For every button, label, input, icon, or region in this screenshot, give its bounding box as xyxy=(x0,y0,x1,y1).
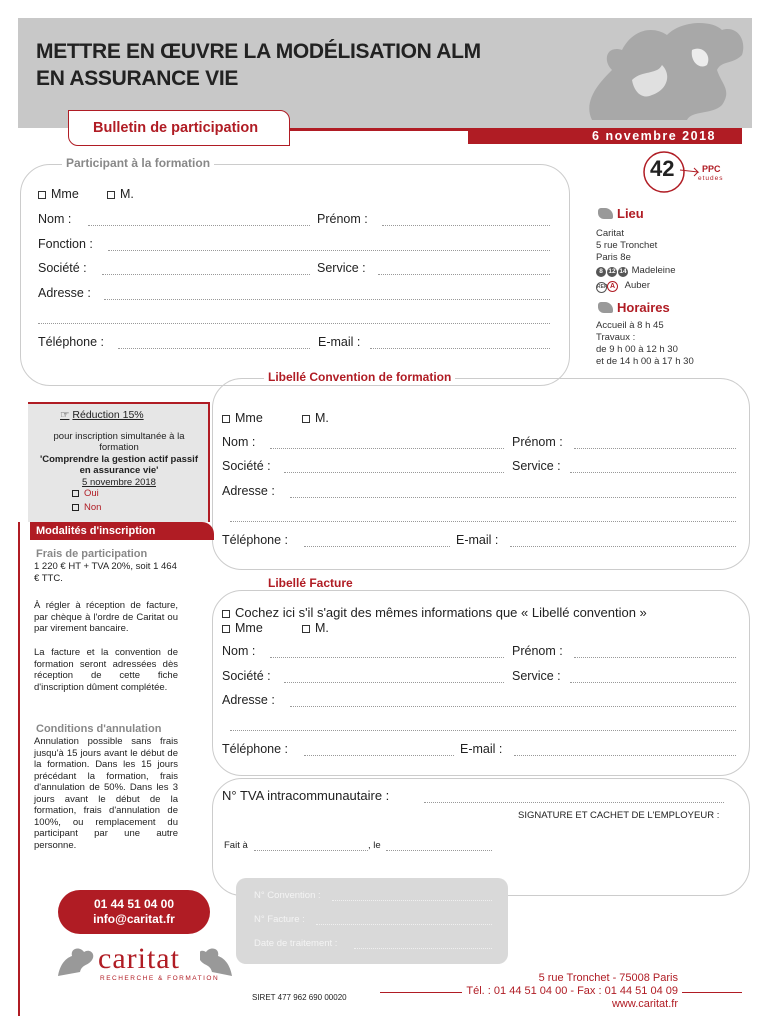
gremlin-logo-icon xyxy=(56,944,96,978)
modalites-title: Modalités d'inscription xyxy=(30,522,214,540)
stamp-convention: N° Convention : xyxy=(254,890,321,901)
convention-m[interactable]: M. xyxy=(302,411,329,425)
footer-web[interactable]: www.caritat.fr xyxy=(611,998,678,1010)
footer-address: 5 rue Tronchet - 75008 Paris xyxy=(538,972,678,984)
participant-telephone-label: Téléphone : xyxy=(38,335,105,349)
footer-line-left xyxy=(380,992,462,993)
participant-fonction-label: Fonction : xyxy=(38,237,93,251)
left-red-line xyxy=(18,522,20,1016)
logo-number: 42 xyxy=(650,156,675,181)
siret: SIRET 477 962 690 00020 xyxy=(252,993,347,1002)
tva-label: N° TVA intracommunautaire : xyxy=(222,788,390,803)
facture-m[interactable]: M. xyxy=(302,621,329,635)
bulletin-box xyxy=(68,110,290,146)
footer-line-right xyxy=(682,992,742,993)
lieu-line-2: 5 rue Tronchet xyxy=(596,240,658,251)
convention-service-field[interactable] xyxy=(570,472,736,473)
reglement-text: À régler à réception de facture, par chèque à l'ordre de Caritat ou par virement bancaire. xyxy=(34,600,178,634)
pointing-hand-icon: ☞ xyxy=(60,409,70,421)
convention-telephone-label: Téléphone : xyxy=(222,533,289,547)
stamp-facture: N° Facture : xyxy=(254,914,305,925)
annulation-title: Conditions d'annulation xyxy=(36,723,162,735)
convention-email-field[interactable] xyxy=(510,546,736,547)
le-label: , le xyxy=(368,840,381,851)
checkbox-icon[interactable] xyxy=(72,490,79,497)
participant-prenom-label: Prénom : xyxy=(317,212,368,226)
fait-a-label: Fait à xyxy=(224,840,248,851)
fait-a-field[interactable] xyxy=(254,850,368,851)
facture-mme[interactable]: Mme xyxy=(222,621,263,635)
checkbox-icon[interactable] xyxy=(302,415,310,423)
convention-societe-field[interactable] xyxy=(284,472,504,473)
gremlin-icon xyxy=(572,20,748,126)
participant-panel xyxy=(20,164,570,386)
participant-fonction-field[interactable] xyxy=(108,250,550,251)
convention-text: La facture et la convention de formation seront adressées dès réception de cette fiche d'inscription dûment complétée. xyxy=(34,647,178,693)
tva-field[interactable] xyxy=(424,802,724,803)
ppc-logo xyxy=(640,150,730,194)
metro-8-icon: 8 xyxy=(596,267,606,277)
horaires-line-1: Accueil à 8 h 45 xyxy=(596,320,664,331)
horaires-line-4: et de 14 h 00 à 17 h 30 xyxy=(596,356,694,367)
convention-adresse-field-2[interactable] xyxy=(230,521,736,522)
bulletin-label: Bulletin de participation xyxy=(93,120,259,136)
reduction-title: ☞ Réduction 15% xyxy=(60,409,144,421)
convention-nom-label: Nom : xyxy=(222,435,256,449)
annulation-text: Annulation possible sans frais jusqu'à 15 jours avant le début de la formation. Dans les 15 jours précédant la formation, frais d'annulation de 50%. Dans les 3 jours avant le début de la formation, frais d'annulation de 100%, ou remplacement du participant par une autre personne. xyxy=(34,736,178,851)
convention-mme[interactable]: Mme xyxy=(222,411,263,425)
rer-a-icon: A xyxy=(607,281,618,292)
logo-ppc: PPC xyxy=(702,164,721,174)
horaires-line-2: Travaux : xyxy=(596,332,636,343)
convention-prenom-label: Prénom : xyxy=(512,435,563,449)
convention-title: Libellé Convention de formation xyxy=(264,370,455,384)
checkbox-icon[interactable] xyxy=(222,610,230,618)
frais-title: Frais de participation xyxy=(36,548,148,560)
stamp-date-line xyxy=(354,948,492,949)
participant-email-field[interactable] xyxy=(370,348,550,349)
participant-telephone-field[interactable] xyxy=(118,348,310,349)
facture-prenom-field[interactable] xyxy=(574,657,736,658)
rer-line xyxy=(596,280,650,293)
convention-service-label: Service : xyxy=(512,459,561,473)
lieu-line-1: Caritat xyxy=(596,228,624,239)
internal-use-box xyxy=(236,878,508,964)
participant-service-field[interactable] xyxy=(378,274,550,275)
checkbox-icon[interactable] xyxy=(107,191,115,199)
brand-tagline: RECHERCHE & FORMATION xyxy=(100,975,220,982)
checkbox-icon[interactable] xyxy=(72,504,79,511)
reduction-non[interactable]: Non xyxy=(72,502,101,513)
contact-email[interactable]: info@caritat.fr xyxy=(93,912,175,926)
convention-adresse-label: Adresse : xyxy=(222,484,275,498)
stamp-facture-line xyxy=(316,924,492,925)
signature-label: SIGNATURE ET CACHET DE L'EMPLOYEUR : xyxy=(518,810,720,821)
participant-mme[interactable]: Mme xyxy=(38,187,79,201)
contact-badge xyxy=(58,890,210,934)
contact-phone[interactable]: 01 44 51 04 00 xyxy=(93,897,175,911)
participant-title: Participant à la formation xyxy=(62,156,214,170)
facture-email-field[interactable] xyxy=(514,755,736,756)
convention-prenom-field[interactable] xyxy=(574,448,736,449)
checkbox-icon[interactable] xyxy=(222,415,230,423)
reduction-date: 5 novembre 2018 xyxy=(82,477,156,488)
frais-text: 1 220 € HT + TVA 20%, soit 1 464 € TTC. xyxy=(34,561,177,584)
facture-societe-field[interactable] xyxy=(284,682,504,683)
checkbox-icon[interactable] xyxy=(38,191,46,199)
checkbox-icon[interactable] xyxy=(302,625,310,633)
metro-station: Madeleine xyxy=(631,265,676,276)
lieu-line-3: Paris 8e xyxy=(596,252,631,263)
facture-prenom-label: Prénom : xyxy=(512,644,563,658)
facture-telephone-label: Téléphone : xyxy=(222,742,289,756)
participant-adresse-label: Adresse : xyxy=(38,286,91,300)
participant-adresse-field[interactable] xyxy=(104,299,550,300)
convention-adresse-field[interactable] xyxy=(290,497,736,498)
facture-adresse-field[interactable] xyxy=(290,706,736,707)
metro-14-icon: 14 xyxy=(619,268,627,275)
horaires-line-3: de 9 h 00 à 12 h 30 xyxy=(596,344,678,355)
participant-nom-label: Nom : xyxy=(38,212,72,226)
stamp-date: Date de traitement : xyxy=(254,938,338,949)
facture-title: Libellé Facture xyxy=(264,576,357,590)
participant-nom-field[interactable] xyxy=(88,225,310,226)
gremlin-logo-right-icon xyxy=(200,944,234,978)
rer-station: Auber xyxy=(624,280,650,291)
logo-small: etudes xyxy=(698,175,724,182)
lieu-heading: Lieu xyxy=(598,206,644,221)
facture-cochez[interactable]: Cochez ici s'il s'agit des mêmes informations que « Libellé convention » xyxy=(222,605,647,620)
reduction-text-1: pour inscription simultanée à la formation xyxy=(53,431,185,453)
rer-icon: RER xyxy=(596,282,607,293)
metro-12-icon: 12 xyxy=(608,268,616,275)
facture-service-field[interactable] xyxy=(570,682,736,683)
facture-adresse-label: Adresse : xyxy=(222,693,275,707)
facture-nom-label: Nom : xyxy=(222,644,256,658)
reduction-text-2: 'Comprendre la gestion actif passif en assurance vie' xyxy=(40,454,198,476)
facture-telephone-field[interactable] xyxy=(304,755,454,756)
participant-service-label: Service : xyxy=(317,261,366,275)
facture-nom-field[interactable] xyxy=(270,657,504,658)
participant-societe-label: Société : xyxy=(38,261,87,275)
le-field[interactable] xyxy=(386,850,492,851)
horaires-heading: Horaires xyxy=(598,300,670,315)
participant-societe-field[interactable] xyxy=(102,274,310,275)
checkbox-icon[interactable] xyxy=(222,625,230,633)
convention-societe-label: Société : xyxy=(222,459,271,473)
reduction-oui[interactable]: Oui xyxy=(72,488,99,499)
facture-email-label: E-mail : xyxy=(460,742,503,756)
facture-service-label: Service : xyxy=(512,669,561,683)
convention-email-label: E-mail : xyxy=(456,533,499,547)
stamp-convention-line xyxy=(332,900,492,901)
date-bar: 6 novembre 2018 xyxy=(468,129,742,144)
metro-line xyxy=(596,265,675,277)
convention-telephone-field[interactable] xyxy=(304,546,450,547)
participant-adresse-field-2[interactable] xyxy=(38,323,550,324)
facture-adresse-field-2[interactable] xyxy=(230,730,736,731)
participant-email-label: E-mail : xyxy=(318,335,361,349)
participant-m[interactable]: M. xyxy=(107,187,134,201)
facture-societe-label: Société : xyxy=(222,669,271,683)
gremlin-small-icon xyxy=(598,302,613,313)
page-title: METTRE EN ŒUVRE LA MODÉLISATION ALM EN ASSURANCE VIE xyxy=(36,40,481,90)
footer-tel: Tél. : 01 44 51 04 00 - Fax : 01 44 51 04 09 xyxy=(466,985,678,997)
participant-prenom-field[interactable] xyxy=(382,225,550,226)
convention-nom-field[interactable] xyxy=(270,448,504,449)
gremlin-small-icon xyxy=(598,208,613,219)
brand-name: caritat xyxy=(98,942,180,975)
